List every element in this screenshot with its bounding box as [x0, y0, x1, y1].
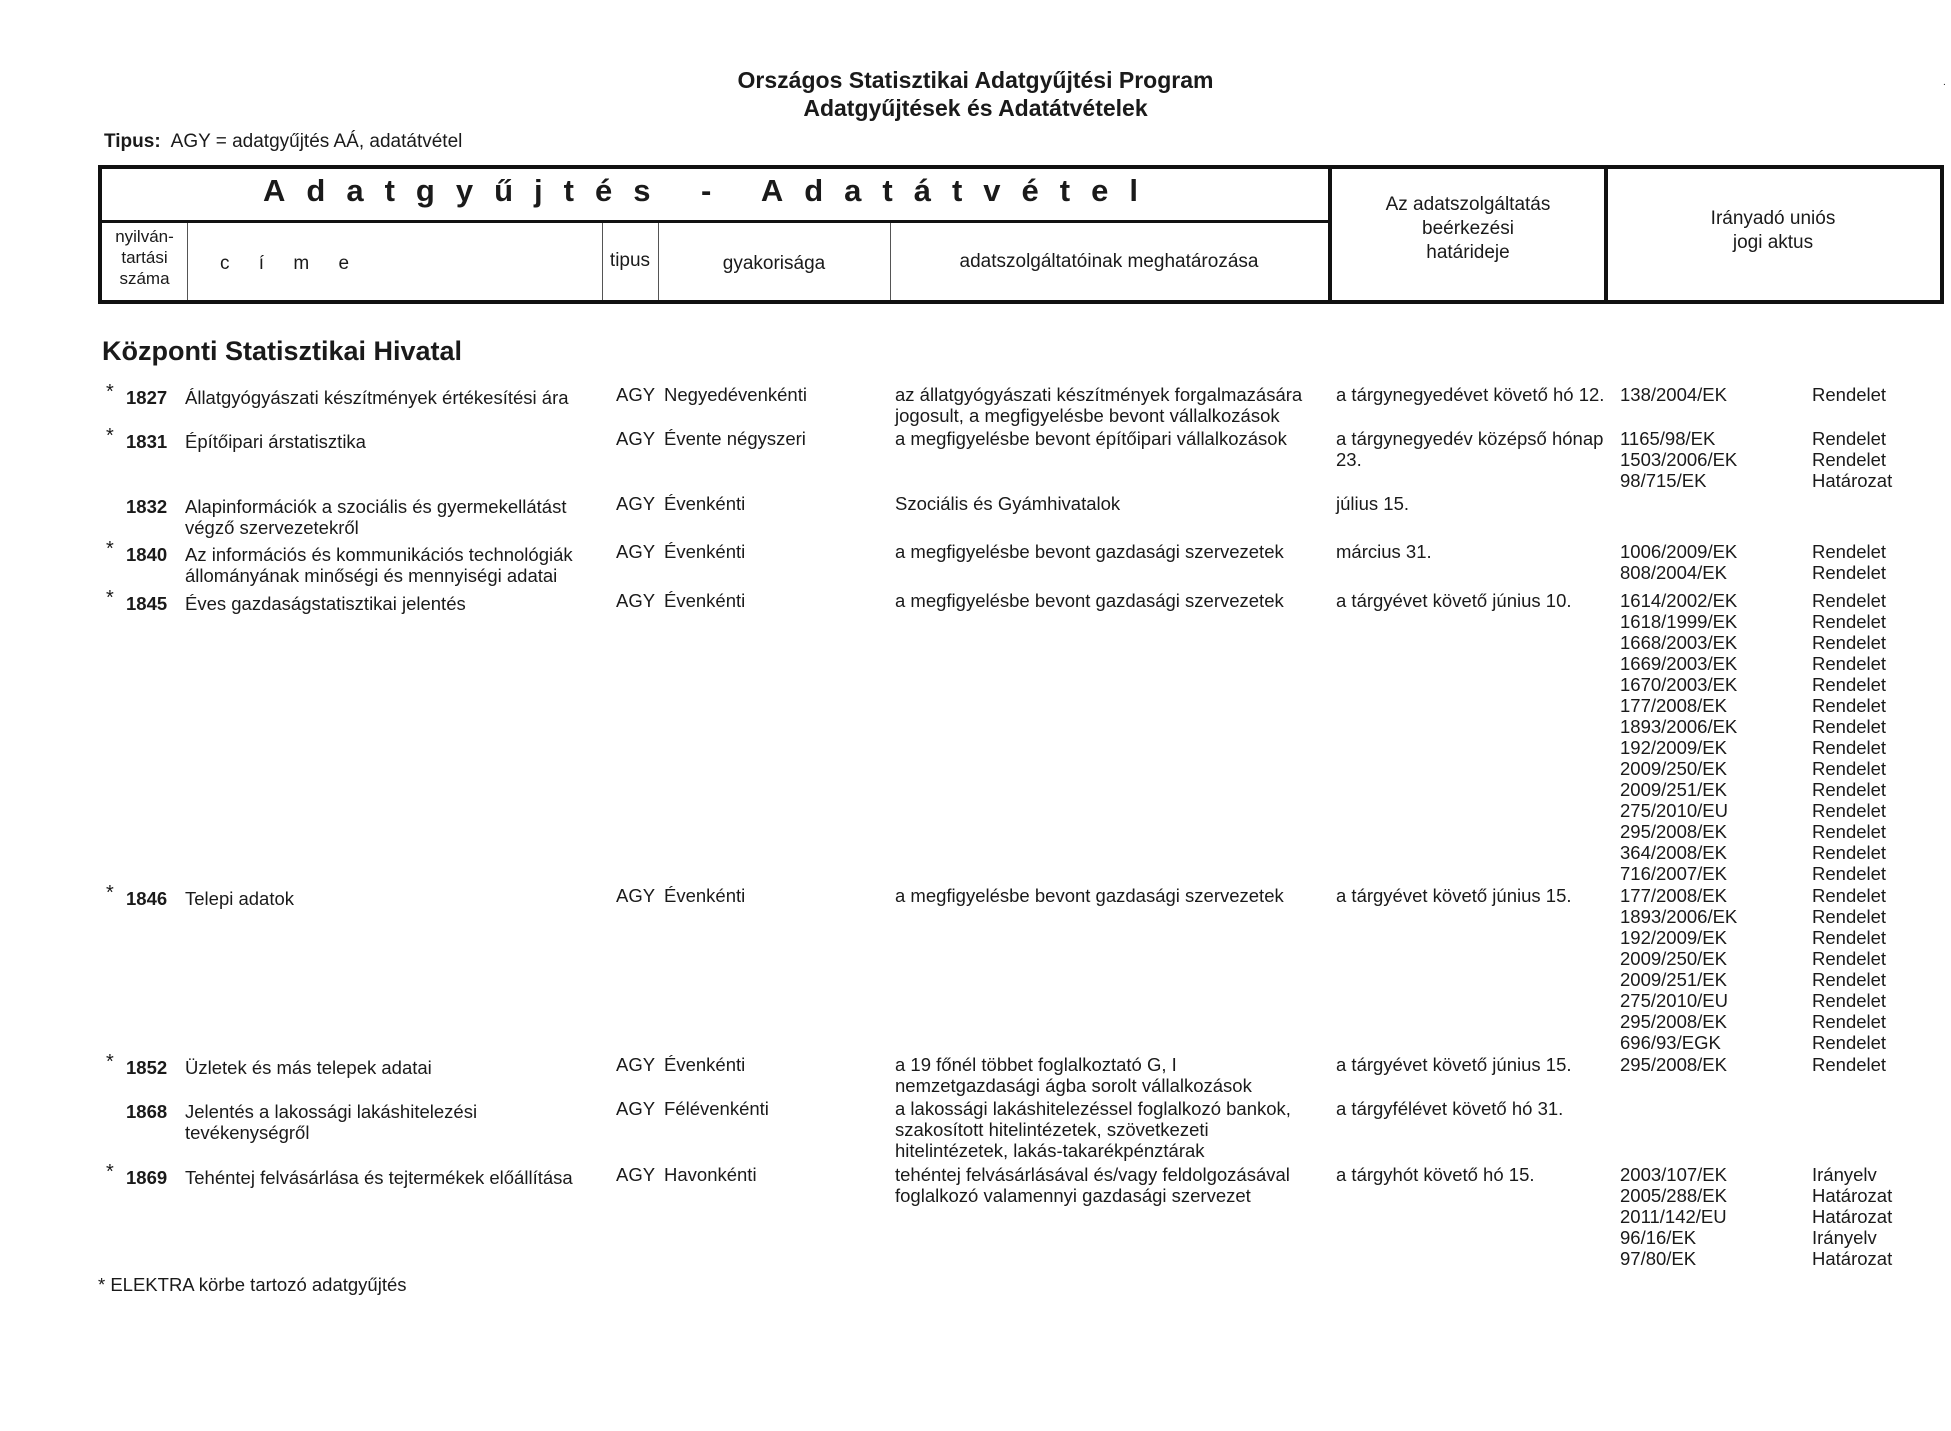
eu-act-kind: Rendelet	[1812, 695, 1887, 716]
document-title	[0, 66, 1951, 122]
eu-act-kind: Rendelet	[1812, 800, 1887, 821]
table-header	[98, 165, 1944, 304]
eu-act-reference: 177/2008/EK	[1620, 885, 1727, 906]
submission-deadline: március 31.	[1336, 541, 1432, 562]
table-main-title: Adatgyűjtés - Adatátvétel	[263, 173, 1159, 208]
eu-act-list	[1620, 1164, 1727, 1269]
eu-act-reference: 364/2008/EK	[1620, 842, 1727, 863]
collection-title: Tehéntej felvásárlása és tejtermékek előállítása	[185, 1167, 573, 1188]
eu-act-kind: Rendelet	[1812, 885, 1887, 906]
eu-act-reference: 275/2010/EU	[1620, 800, 1729, 821]
eu-act-kind: Rendelet	[1812, 562, 1887, 583]
collection-frequency: Évenkénti	[664, 493, 746, 514]
registration-number: 1832	[126, 496, 168, 517]
title-line-2: Adatgyűjtések és Adatátvételek	[803, 95, 1148, 121]
data-providers: a megfigyelésbe bevont építőipari vállalkozások	[895, 428, 1287, 449]
eu-act-kind: Határozat	[1812, 1248, 1893, 1269]
eu-act-kind: Rendelet	[1812, 737, 1887, 758]
eu-act-kind-list	[1812, 384, 1886, 405]
submission-deadline: a tárgyévet követő június 10.	[1336, 590, 1572, 611]
eu-act-reference: 96/16/EK	[1620, 1227, 1697, 1248]
registration-number: 1827	[126, 387, 168, 408]
collection-title: Állatgyógyászati készítmények értékesítési ára	[185, 387, 569, 408]
collection-frequency: Évenkénti	[664, 1054, 746, 1075]
eu-act-kind-list	[1812, 541, 1886, 583]
stray-mark: .	[1943, 77, 1946, 88]
eu-act-reference: 1503/2006/EK	[1620, 449, 1738, 470]
eu-act-reference: 2005/288/EK	[1620, 1185, 1727, 1206]
eu-act-reference: 295/2008/EK	[1620, 1011, 1727, 1032]
eu-act-list	[1620, 1054, 1727, 1075]
collection-type: AGY	[616, 590, 656, 611]
collection-type: AGY	[616, 428, 656, 449]
eu-act-kind: Rendelet	[1812, 948, 1887, 969]
eu-act-kind: Rendelet	[1812, 384, 1887, 405]
footnote: * ELEKTRA körbe tartozó adatgyűjtés	[98, 1274, 407, 1295]
submission-deadline: a tárgyfélévet követő hó 31.	[1336, 1098, 1564, 1119]
collection-frequency: Félévenkénti	[664, 1098, 769, 1119]
eu-act-kind: Határozat	[1812, 470, 1893, 491]
eu-act-kind: Rendelet	[1812, 1011, 1887, 1032]
submission-deadline: a tárgynegyedév középső hónap 23.	[1336, 428, 1604, 470]
eu-act-kind-list	[1812, 1054, 1886, 1075]
submission-deadline: a tárgynegyedévet követő hó 12.	[1336, 384, 1605, 405]
column-type-header: tipus	[609, 250, 651, 271]
row-marker: *	[106, 1051, 114, 1073]
collection-type: AGY	[616, 493, 656, 514]
row-marker: *	[106, 882, 114, 904]
data-providers: a lakossági lakáshitelezéssel foglalkozó bankok, szakosított hitelintézetek, szövetkezeti hitelintézetek, lakás-takarékpénztárak	[895, 1098, 1291, 1161]
collection-title: Üzletek és más telepek adatai	[185, 1057, 432, 1078]
eu-act-kind: Rendelet	[1812, 449, 1887, 470]
eu-act-kind: Rendelet	[1812, 1032, 1887, 1053]
eu-act-reference: 808/2004/EK	[1620, 562, 1727, 583]
column-deadline-header: Az adatszolgáltatás beérkezési határideje	[1385, 194, 1551, 263]
row-marker: *	[106, 425, 114, 447]
eu-act-reference: 1893/2006/EK	[1620, 716, 1738, 737]
column-title-header: c í m e	[220, 253, 362, 274]
submission-deadline: a tárgyhót követő hó 15.	[1336, 1164, 1535, 1185]
collection-frequency: Évenkénti	[664, 541, 746, 562]
registration-number: 1831	[126, 431, 168, 452]
eu-act-reference: 2009/250/EK	[1620, 948, 1727, 969]
collection-type: AGY	[616, 1164, 656, 1185]
eu-act-kind: Rendelet	[1812, 821, 1887, 842]
eu-act-reference: 97/80/EK	[1620, 1248, 1697, 1269]
header-divider	[187, 223, 188, 300]
eu-act-kind: Határozat	[1812, 1206, 1893, 1227]
eu-act-kind: Rendelet	[1812, 842, 1887, 863]
collection-frequency: Évente négyszeri	[664, 428, 806, 449]
eu-act-kind: Határozat	[1812, 1185, 1893, 1206]
eu-act-reference: 295/2008/EK	[1620, 1054, 1727, 1075]
registration-number: 1845	[126, 593, 168, 614]
eu-act-list	[1620, 428, 1737, 491]
eu-act-reference: 2009/251/EK	[1620, 779, 1727, 800]
eu-act-kind: Irányelv	[1812, 1164, 1877, 1185]
eu-act-kind: Irányelv	[1812, 1227, 1877, 1248]
type-label: Tipus:	[104, 131, 161, 152]
eu-act-kind: Rendelet	[1812, 716, 1887, 737]
eu-act-kind: Rendelet	[1812, 990, 1887, 1011]
eu-act-reference: 192/2009/EK	[1620, 927, 1727, 948]
eu-act-reference: 1669/2003/EK	[1620, 653, 1738, 674]
collection-title: Jelentés a lakossági lakáshitelezési tevékenységről	[185, 1101, 478, 1143]
row-marker: *	[106, 1161, 114, 1183]
eu-act-reference: 1006/2009/EK	[1620, 541, 1738, 562]
collection-title: Telepi adatok	[185, 888, 295, 909]
data-providers: tehéntej felvásárlásával és/vagy feldolgozásával foglalkozó valamennyi gazdasági szervezet	[895, 1164, 1290, 1206]
eu-act-list	[1620, 885, 1737, 1053]
eu-act-kind: Rendelet	[1812, 611, 1887, 632]
eu-act-reference: 1165/98/EK	[1620, 428, 1716, 449]
eu-act-kind: Rendelet	[1812, 674, 1887, 695]
title-line-1: Országos Statisztikai Adatgyűjtési Program	[737, 67, 1214, 93]
collection-title: Építőipari árstatisztika	[185, 431, 366, 452]
registration-number: 1869	[126, 1167, 168, 1188]
registration-number: 1852	[126, 1057, 168, 1078]
row-marker: *	[106, 381, 114, 403]
eu-act-reference: 295/2008/EK	[1620, 821, 1727, 842]
data-providers: a megfigyelésbe bevont gazdasági szervezetek	[895, 541, 1284, 562]
data-providers: Szociális és Gyámhivatalok	[895, 493, 1121, 514]
collection-type: AGY	[616, 1054, 656, 1075]
eu-act-kind-list	[1812, 1164, 1892, 1269]
collection-type: AGY	[616, 1098, 656, 1119]
eu-act-reference: 2009/251/EK	[1620, 969, 1727, 990]
eu-act-list	[1620, 590, 1737, 884]
collection-frequency: Évenkénti	[664, 590, 746, 611]
collection-type: AGY	[616, 384, 656, 405]
eu-act-list	[1620, 384, 1727, 405]
collection-frequency: Havonkénti	[664, 1164, 757, 1185]
eu-act-reference: 192/2009/EK	[1620, 737, 1727, 758]
eu-act-reference: 696/93/EGK	[1620, 1032, 1721, 1053]
section-title: Központi Statisztikai Hivatal	[102, 336, 463, 366]
collection-frequency: Évenkénti	[664, 885, 746, 906]
collection-title: Éves gazdaságstatisztikai jelentés	[185, 593, 466, 614]
collection-type: AGY	[616, 541, 656, 562]
eu-act-kind: Rendelet	[1812, 590, 1887, 611]
eu-act-kind: Rendelet	[1812, 758, 1887, 779]
eu-act-reference: 2011/142/EU	[1620, 1206, 1727, 1227]
collection-type: AGY	[616, 885, 656, 906]
eu-act-list	[1620, 541, 1737, 583]
eu-act-reference: 177/2008/EK	[1620, 695, 1727, 716]
eu-act-kind: Rendelet	[1812, 541, 1887, 562]
registration-number: 1840	[126, 544, 168, 565]
header-divider	[102, 220, 1328, 223]
data-providers: az állatgyógyászati készítmények forgalmazására jogosult, a megfigyelésbe bevont vállalkozások	[895, 384, 1303, 426]
data-providers: a megfigyelésbe bevont gazdasági szervezetek	[895, 885, 1284, 906]
eu-act-kind-list	[1812, 428, 1892, 491]
data-providers: a megfigyelésbe bevont gazdasági szervezetek	[895, 590, 1284, 611]
eu-act-reference: 275/2010/EU	[1620, 990, 1729, 1011]
eu-act-reference: 1670/2003/EK	[1620, 674, 1738, 695]
collection-title: Az információs és kommunikációs technológiák állományának minőségi és mennyiségi adatai	[185, 544, 573, 586]
eu-act-kind: Rendelet	[1812, 632, 1887, 653]
row-marker: *	[106, 538, 114, 560]
eu-act-reference: 98/715/EK	[1620, 470, 1707, 491]
eu-act-reference: 716/2007/EK	[1620, 863, 1727, 884]
eu-act-kind: Rendelet	[1812, 969, 1887, 990]
registration-number: 1868	[126, 1101, 168, 1122]
eu-act-reference: 2009/250/EK	[1620, 758, 1727, 779]
column-frequency-header: gyakorisága	[722, 253, 826, 274]
column-providers-header: adatszolgáltatóinak meghatározása	[959, 251, 1259, 272]
eu-act-reference: 138/2004/EK	[1620, 384, 1727, 405]
eu-act-reference: 1614/2002/EK	[1620, 590, 1738, 611]
eu-act-reference: 1618/1999/EK	[1620, 611, 1738, 632]
eu-act-kind: Rendelet	[1812, 653, 1887, 674]
collection-title: Alapinformációk a szociális és gyermekellátást végző szervezetekről	[185, 496, 567, 538]
type-legend	[104, 131, 462, 153]
eu-act-kind-list	[1812, 590, 1886, 884]
eu-act-reference: 1893/2006/EK	[1620, 906, 1738, 927]
column-eu-act-header: Irányadó uniós jogi aktus	[1710, 208, 1836, 253]
registration-number: 1846	[126, 888, 168, 909]
column-number-header: nyilván- tartási száma	[115, 227, 174, 288]
eu-act-kind: Rendelet	[1812, 927, 1887, 948]
collection-frequency: Negyedévenkénti	[664, 384, 807, 405]
eu-act-kind: Rendelet	[1812, 863, 1887, 884]
eu-act-kind: Rendelet	[1812, 428, 1887, 449]
eu-act-kind: Rendelet	[1812, 1054, 1887, 1075]
data-providers: a 19 főnél többet foglalkoztató G, I nemzetgazdasági ágba sorolt vállalkozások	[895, 1054, 1252, 1096]
type-value: AGY = adatgyűjtés AÁ, adatátvétel	[170, 131, 463, 152]
eu-act-kind: Rendelet	[1812, 906, 1887, 927]
submission-deadline: a tárgyévet követő június 15.	[1336, 1054, 1572, 1075]
eu-act-kind-list	[1812, 885, 1886, 1053]
eu-act-reference: 1668/2003/EK	[1620, 632, 1738, 653]
eu-act-reference: 2003/107/EK	[1620, 1164, 1727, 1185]
submission-deadline: a tárgyévet követő június 15.	[1336, 885, 1572, 906]
submission-deadline: július 15.	[1336, 493, 1410, 514]
row-marker: *	[106, 587, 114, 609]
eu-act-kind: Rendelet	[1812, 779, 1887, 800]
